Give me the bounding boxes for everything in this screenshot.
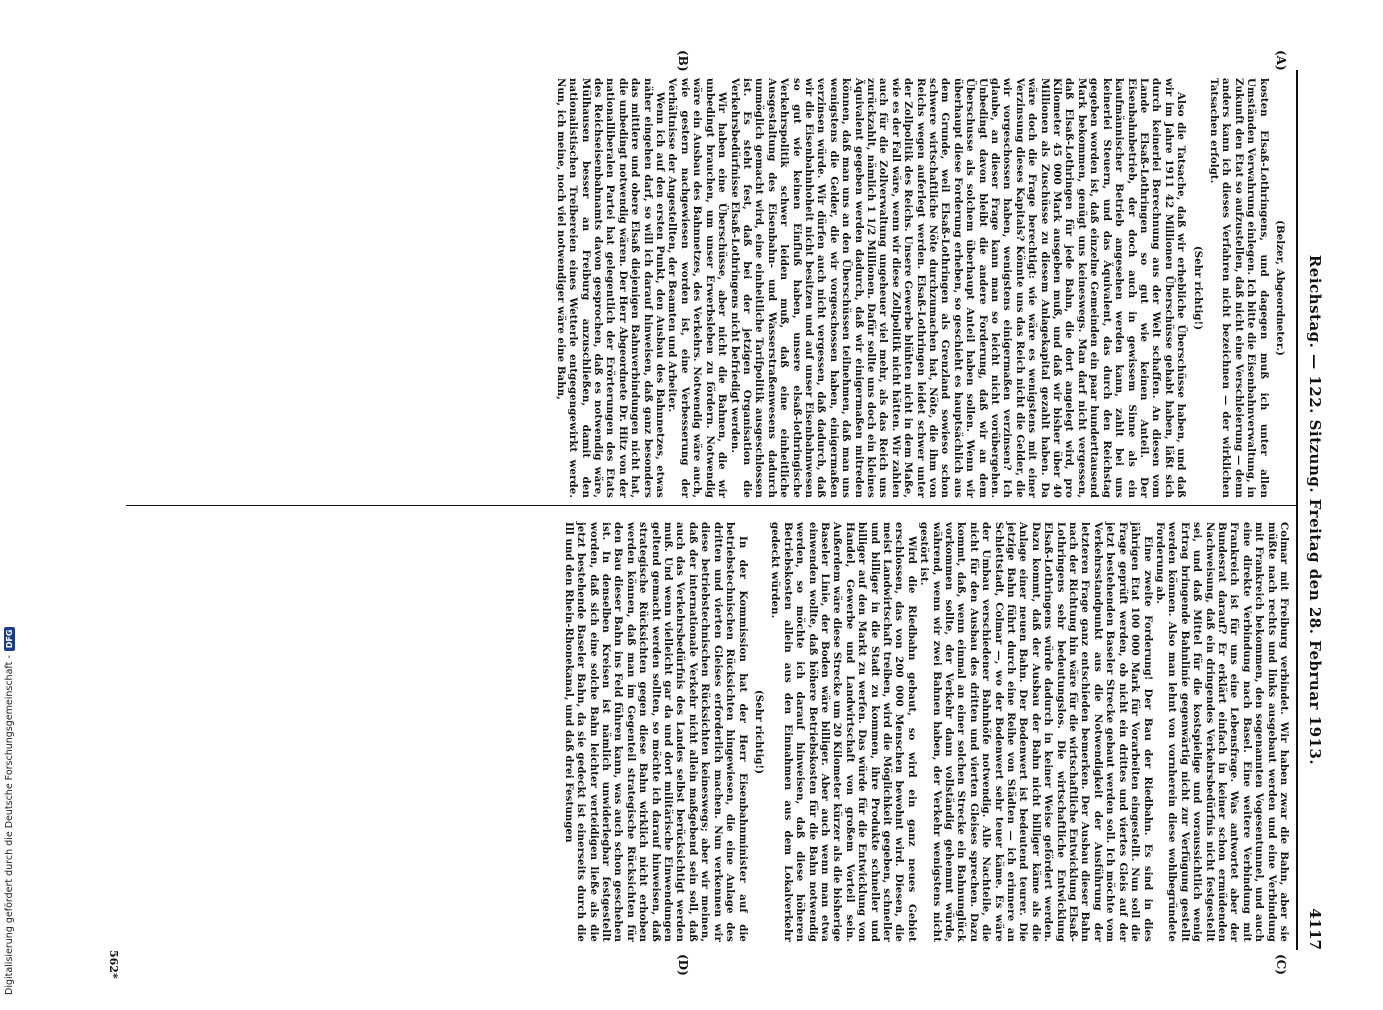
interjection: (Sehr richtig!) [1191, 245, 1204, 331]
paragraph: Wir haben eine Überschüsse, aber nicht die Bahnen, die wir unbedingt brauchen, um unser Erwerbsleben zu fördern. Notwendig wäre ein Ausbau des Bahnnetzes, des Verkehrs. Notwendig wäre auch, wie gestern nachgewiesen worden ist, eine Verbesserung der Verhältnisse der Angestellten, der Beamten und Arbeiter. [666, 78, 729, 498]
dfg-logo-icon: DFG [4, 627, 15, 652]
paragraph: Eine zweite Forderung! Der Bau der Riedbahn. Es sind in dies jährigen Etat 100 000 Mark für Vorarbeiten eingestellt. Nun soll die Frage geprüft werden, ob nicht ein drittes und viertes Gleis auf der jetzt bestehenden Baseler Strecke gebaut werden soll. Ich möchte vom Verkehrsstandpunkt aus die Notwendigkeit der Ausführung der letzteren Frage ganz entschieden bemerken. Der Ausbau dieser Bahn nach der Richtung hin wäre für die wirtschaftliche Entwicklung Elsaß-Lothringens sehr bedeutungslos. Die wirtschaftliche Entwicklung Elsaß-Lothringens würde dadurch in keiner Weise gefördert werden. Dazu kommt, daß der Ausbau der Bahn nicht billiger käme als die Anlage einer neuen Bahn. Der Bodenwert ist bedeutend teurer. Die jetzige Bahn führt durch eine Reihe von Städten — ich erinnere an Schlettstadt, Colmar —, wo der Bodenwert sehr teuer käme. Es wäre der Umbau verschiedener Bahnhöfe notwendig. Alle Nachteile, die nicht für den Ausbau des dritten und vierten Gleises sprechen. Dazu kommt, daß, wenn einmal an einer solchen Strecke ein Bahnunglück vorkommen sollte, der Verkehr dann vollständig gehemmt würde, während, wenn wir zwei Bahnen haben, der Verkehr wenigstens nicht gestört ist. [918, 522, 1154, 942]
paragraph: Wird die Riedbahn gebaut, so wird ein ganz neues Gebiet erschlossen, das von 200 000 Menschen bewohnt wird. Diesen, die meist Landwirtschaft treiben, wird die Möglichkeit gegeben, schneller und billiger in die Stadt zu kommen, ihre Produkte schneller und billiger auf den Markt zu werfen. Das würde für die Entwicklung von Handel, Gewerbe und Landwirtschaft von großem Vorteil sein. Außerdem wäre diese Strecke um 20 Kilometer kürzer als die bisherige Baseler Linie, der Boden wäre billiger. Aber auch wenn man etwa einwenden wollte, daß höhere Betriebskosten für die Bahn notwendig werden, so möchte ich darauf hinweisen, daß diese höheren Betriebskosten allein aus den Einnahmen aus dem Lokalverkehr gedeckt würden. [769, 522, 918, 942]
paragraph: Also die Tatsache, daß wir erhebliche Überschüsse haben, und daß wir im Jahre 1911 42 Millionen Überschüsse gehabt haben, läßt sich durch keinerlei Berechnung aus der Welt schaffen. An diesen vom Lande Elsaß-Lothringen so gut wie keinen Anteil. Der Eisenbahnbetrieb, der doch auch in gewissem Sinne als ein kaufmännischer Betrieb angesehen werden kann, zahlt bei uns keinerlei Steuern, und das Äquivalent, das durch den Reichstag gegeben worden ist, daß einzelne Gemeinden ein paar hunderttausend Mark bekommen, genügt uns keineswegs. Man darf nicht vergessen, daß Elsaß-Lothringen für jede Bahn, die dort angelegt wird, pro Kilometer 45 000 Mark ausgeben muß, und daß wir bisher über 40 Millionen als Zuschüsse zu diesem Anlagekapital gezahlt haben. Da wäre doch die Frage berechtigt: wie wäre es wenigstens mit einer Verzinsung dieses Kapitals? Könnte uns das Reich nicht die Gelder, die wir vorgeschossen haben, wenigstens einigermaßen verzinsen? Ich glaube, an dieser Frage kann man so leicht nicht vorübergehen. Unbedingt davon bleibt die andere Forderung, daß wir an dem Überschusse als solchem überhaupt Anteil haben sollen. Wenn wir überhaupt diese Forderung erheben, so geschieht es hauptsächlich aus dem Grunde, weil Elsaß-Lothringen als Grenzland sowieso schon schwere wirtschaftliche Nöte durchzumachen hat, Nöte, die ihm von Reichs wegen auferlegt werden. Elsaß-Lothringen leidet schwer unter der Zollpolitik des Reichs. Unsere Gewerbe blühten nicht in dem Maße, wie es der Fall wäre, wenn wir diese Zollpolitik nicht hätten. Wir zahlen auch für die Zollverwaltung ungeheuer viel mehr, als das Reich uns zurückzahlt, nämlich 1 1/2 Millionen. Dafür sollte uns doch ein kleines Äquivalent gegeben werden dadurch, daß wir einigermaßen mitreden können, daß man uns an den Überschüssen teilnehmen, daß man uns wenigstens die Gelder, die wir vorgeschossen haben, einigermaßen verzinsen würde. Wir dürfen auch nicht vergessen, daß dadurch, daß wir die Eisenbahnhoheit nicht besitzen und auf unser Eisenbahnwesen so gut wie keinen Einfluß haben, unsere elsaß-lothringische Verkehrspolitik schwer leiden muß, daß eine einheitliche Ausgestaltung des Eisenbahn- und Wasserstraßenwesens dadurch unmöglich gemacht wird, eine einheitliche Tarifpolitik ausgeschlossen ist. Es steht fest, daß bei der jetzigen Organisation die Verkehrsbedürfnisse Elsaß-Lothringens nicht befriedigt werden. [728, 78, 1188, 498]
page-number: 4117 [1306, 908, 1324, 950]
right-column [562, 522, 1290, 942]
margin-marker-d: (D) [676, 954, 690, 976]
left-column [554, 78, 1290, 498]
header-title: Reichstag. — 122. Sitzung. Freitag den 28. Februar 1913. [1306, 254, 1324, 766]
paragraph: Wenn ich auf den ersten Punkt, den Ausbau des Bahnnetzes, etwas näher eingehen darf, so will ich darauf hinweisen, daß ganz besonders das mittlere und obere Elsaß diejenigen Bahnverbindungen nicht hat, die unbedingt notwendig wären. Der Herr Abgeordnete Dr. Hitz von der nationalliberalen Partei hat gelegentlich der Erörterungen des Etats des Reichseisenbahnamts davon gesprochen, daß es notwendig wäre, Mülhausen besser an Freiburg anzuschließen, damit den nationalistischen Treibereien eines Wetterle entgegengewirkt werde. Nun, ich meine, noch viel notwendiger wäre eine Bahn, [554, 78, 667, 498]
speaker-tag: (Belzer, Abgeordneter.) [1274, 220, 1286, 356]
newspaper-page [90, 10, 1330, 1010]
page-header [1300, 70, 1330, 950]
margin-marker-c: (C) [1274, 954, 1288, 975]
margin-marker-a: (A) [1274, 50, 1288, 71]
credit-text: Digitalisierung gefördert durch die Deutsche Forschungsgemeinschaft - [4, 655, 15, 995]
column-divider [126, 505, 1296, 506]
paragraph: kosten Elsaß-Lothringens, und dagegen muß ich unter allen Umständen Verwahrung einlegen. Ich bitte die Eisenbahnverwaltung, in Zukunft den Etat so aufzustellen, daß nicht eine Verschleierung — denn anders kann ich dieses Verfahren nicht bezeichnen — der wirklichen Tatsachen erfolgt. [1207, 78, 1270, 498]
margin-marker-b: (B) [676, 50, 690, 72]
interjection: (Sehr richtig!) [752, 689, 765, 775]
footer-code: 562* [107, 950, 120, 979]
digitization-credit [4, 627, 15, 995]
header-rule [1296, 70, 1298, 950]
paragraph: In der Kommission hat der Herr Eisenbahnminister auf die betriebstechnischen Rücksichten hingewiesen, die eine Anlage des dritten und vierten Gleises erforderlich machen. Nun verkennen wir diese betriebstechnischen Rücksichten keineswegs; aber wir meinen, daß der internationale Verkehr nicht allein maßgebend sein soll, daß auch das Verkehrsbedürfnis des Landes selbst berücksichtigt werden muß. Und wenn vielleicht gar da und dort militärische Einwendungen geltend gemacht werden sollten, so möchte ich darauf hinweisen, daß strategische Rücksichten gegen diese Bahn wirklich nicht erhoben werden können, daß man im Gegenteil strategische Rücksichten für den Bau dieser Bahn ins Feld führen kann, was auch schon geschehen ist. In denselben Kreisen ist nämlich unwiderlegbar festgestellt worden, daß sich eine solche Bahn leichter verteidigen ließe als die jetzt bestehende Baseler Bahn, da sie gedeckt ist einerseits durch die Ill und den Rhein-Rhonekanal, und daß drei Festungen [562, 522, 749, 942]
paragraph: Colmar mit Freiburg verbindet. Wir haben zwar die Bahn, aber sie müßte nach rechts und links ausgebaut werden und eine Verbindung mit Frankreich bekommen, den sogenannten Vogesentunnel, und auch eine direkte Verbindung nach Basel. Eine weitere Verbindung mit Frankreich ist für uns eine Lebensfrage. Was antwortet aber der Bundesrat darauf? Er erklärt einfach in keiner schon ermüdenden Nachweisung, daß ein dringendes Verkehrsbedürfnis nicht festgestellt sei, und daß Mittel für die kostspielige und voraussichtlich wenig Ertrag bringende Bahnlinie gegenwärtig nicht zur Verfügung gestellt werden können. Also man lehnt von vornherein diese wohlbegründete Forderung ab. [1153, 522, 1290, 942]
